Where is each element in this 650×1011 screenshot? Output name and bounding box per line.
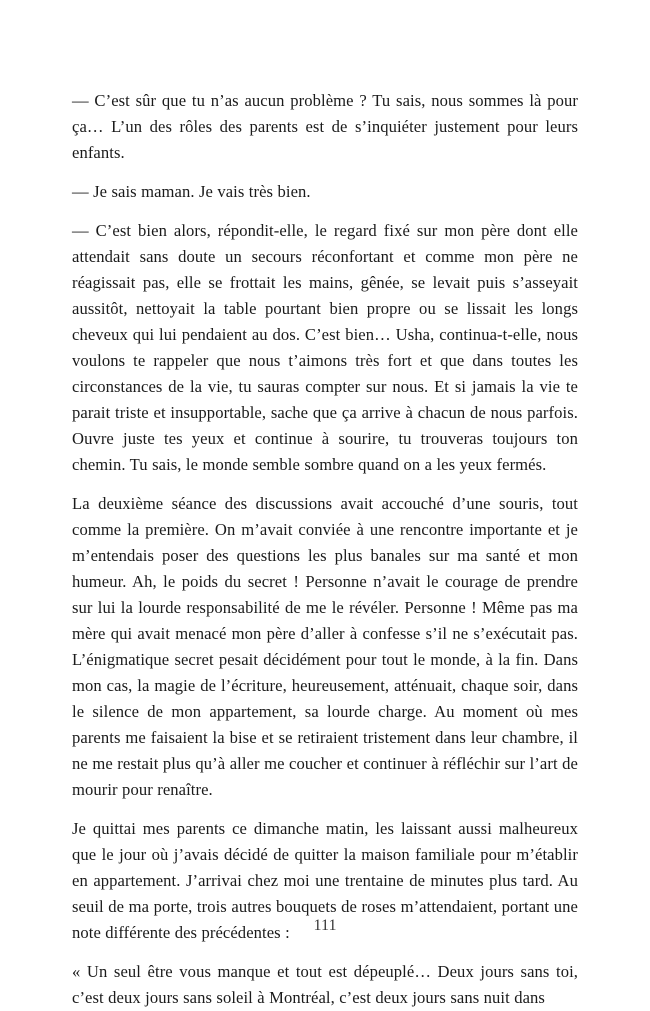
paragraph-quoted-note: « Un seul être vous manque et tout est dépeuplé… Deux jours sans toi, c’est deux jours sans soleil à Montréal, c’est deux jours sans nuit dans	[72, 962, 578, 1007]
page-text-body	[72, 88, 578, 1011]
paragraph-second-meeting: La deuxième séance des discussions avait accouché d’une souris, tout comme la première. On m’avait conviée à une rencontre importante et je m’entendais poser des questions les plus banales sur ma santé et mon humeur. Ah, le poids du secret ! Personne n’avait le courage de prendre sur lui la lourde responsabilité de me le révéler. Personne ! Même pas ma mère qui avait menacé mon père d’aller à confesse s’il ne s’exécutait pas. L’énigmatique secret pesait décidément pour tout le monde, à la fin. Dans mon cas, la magie de l’écriture, heureusement, atténuait, chaque soir, dans le silence de mon appartement, sa lourde charge. Au moment où mes parents me faisaient la bise et se retiraient tristement dans leur chambre, il ne me restait plus qu’à aller me coucher et continuer à réfléchir sur l’art de mourir pour renaître.	[72, 494, 578, 799]
paragraph-leaving-parents: Je quittai mes parents ce dimanche matin, les laissant aussi malheureux que le jour où j’avais décidé de quitter la maison familiale pour m’établir en appartement. J’arrivai chez moi une trentaine de minutes plus tard. Au seuil de ma porte, trois autres bouquets de roses m’attendaient, portant une note différente des précédentes :	[72, 819, 578, 942]
paragraph-dialogue-reply: — Je sais maman. Je vais très bien.	[72, 182, 311, 201]
paragraph-dialogue-mother-long: — C’est bien alors, répondit-elle, le regard fixé sur mon père dont elle attendait sans doute un secours réconfortant et comme mon père ne réagissait pas, elle se frottait les mains, gênée, se levait puis s’asseyait aussitôt, nettoyait la table pourtant bien propre ou se lissait les longs cheveux qui lui pendaient au dos. C’est bien… Usha, continua-t-elle, nous voulons te rappeler que nous t’aimons très fort et que dans toutes les circonstances de la vie, tu sauras compter sur nous. Et si jamais la vie te parait triste et insupportable, sache que ça arrive à chacun de nous parfois. Ouvre juste tes yeux et continue à sourire, tu trouveras toujours ton chemin. Tu sais, le monde semble sombre quand on a les yeux fermés.	[72, 221, 578, 474]
paragraph-dialogue-mother-question: — C’est sûr que tu n’as aucun problème ? Tu sais, nous sommes là pour ça… L’un des rôles des parents est de s’inquiéter justement pour leurs enfants.	[72, 91, 578, 162]
page-number: 111	[313, 916, 337, 934]
